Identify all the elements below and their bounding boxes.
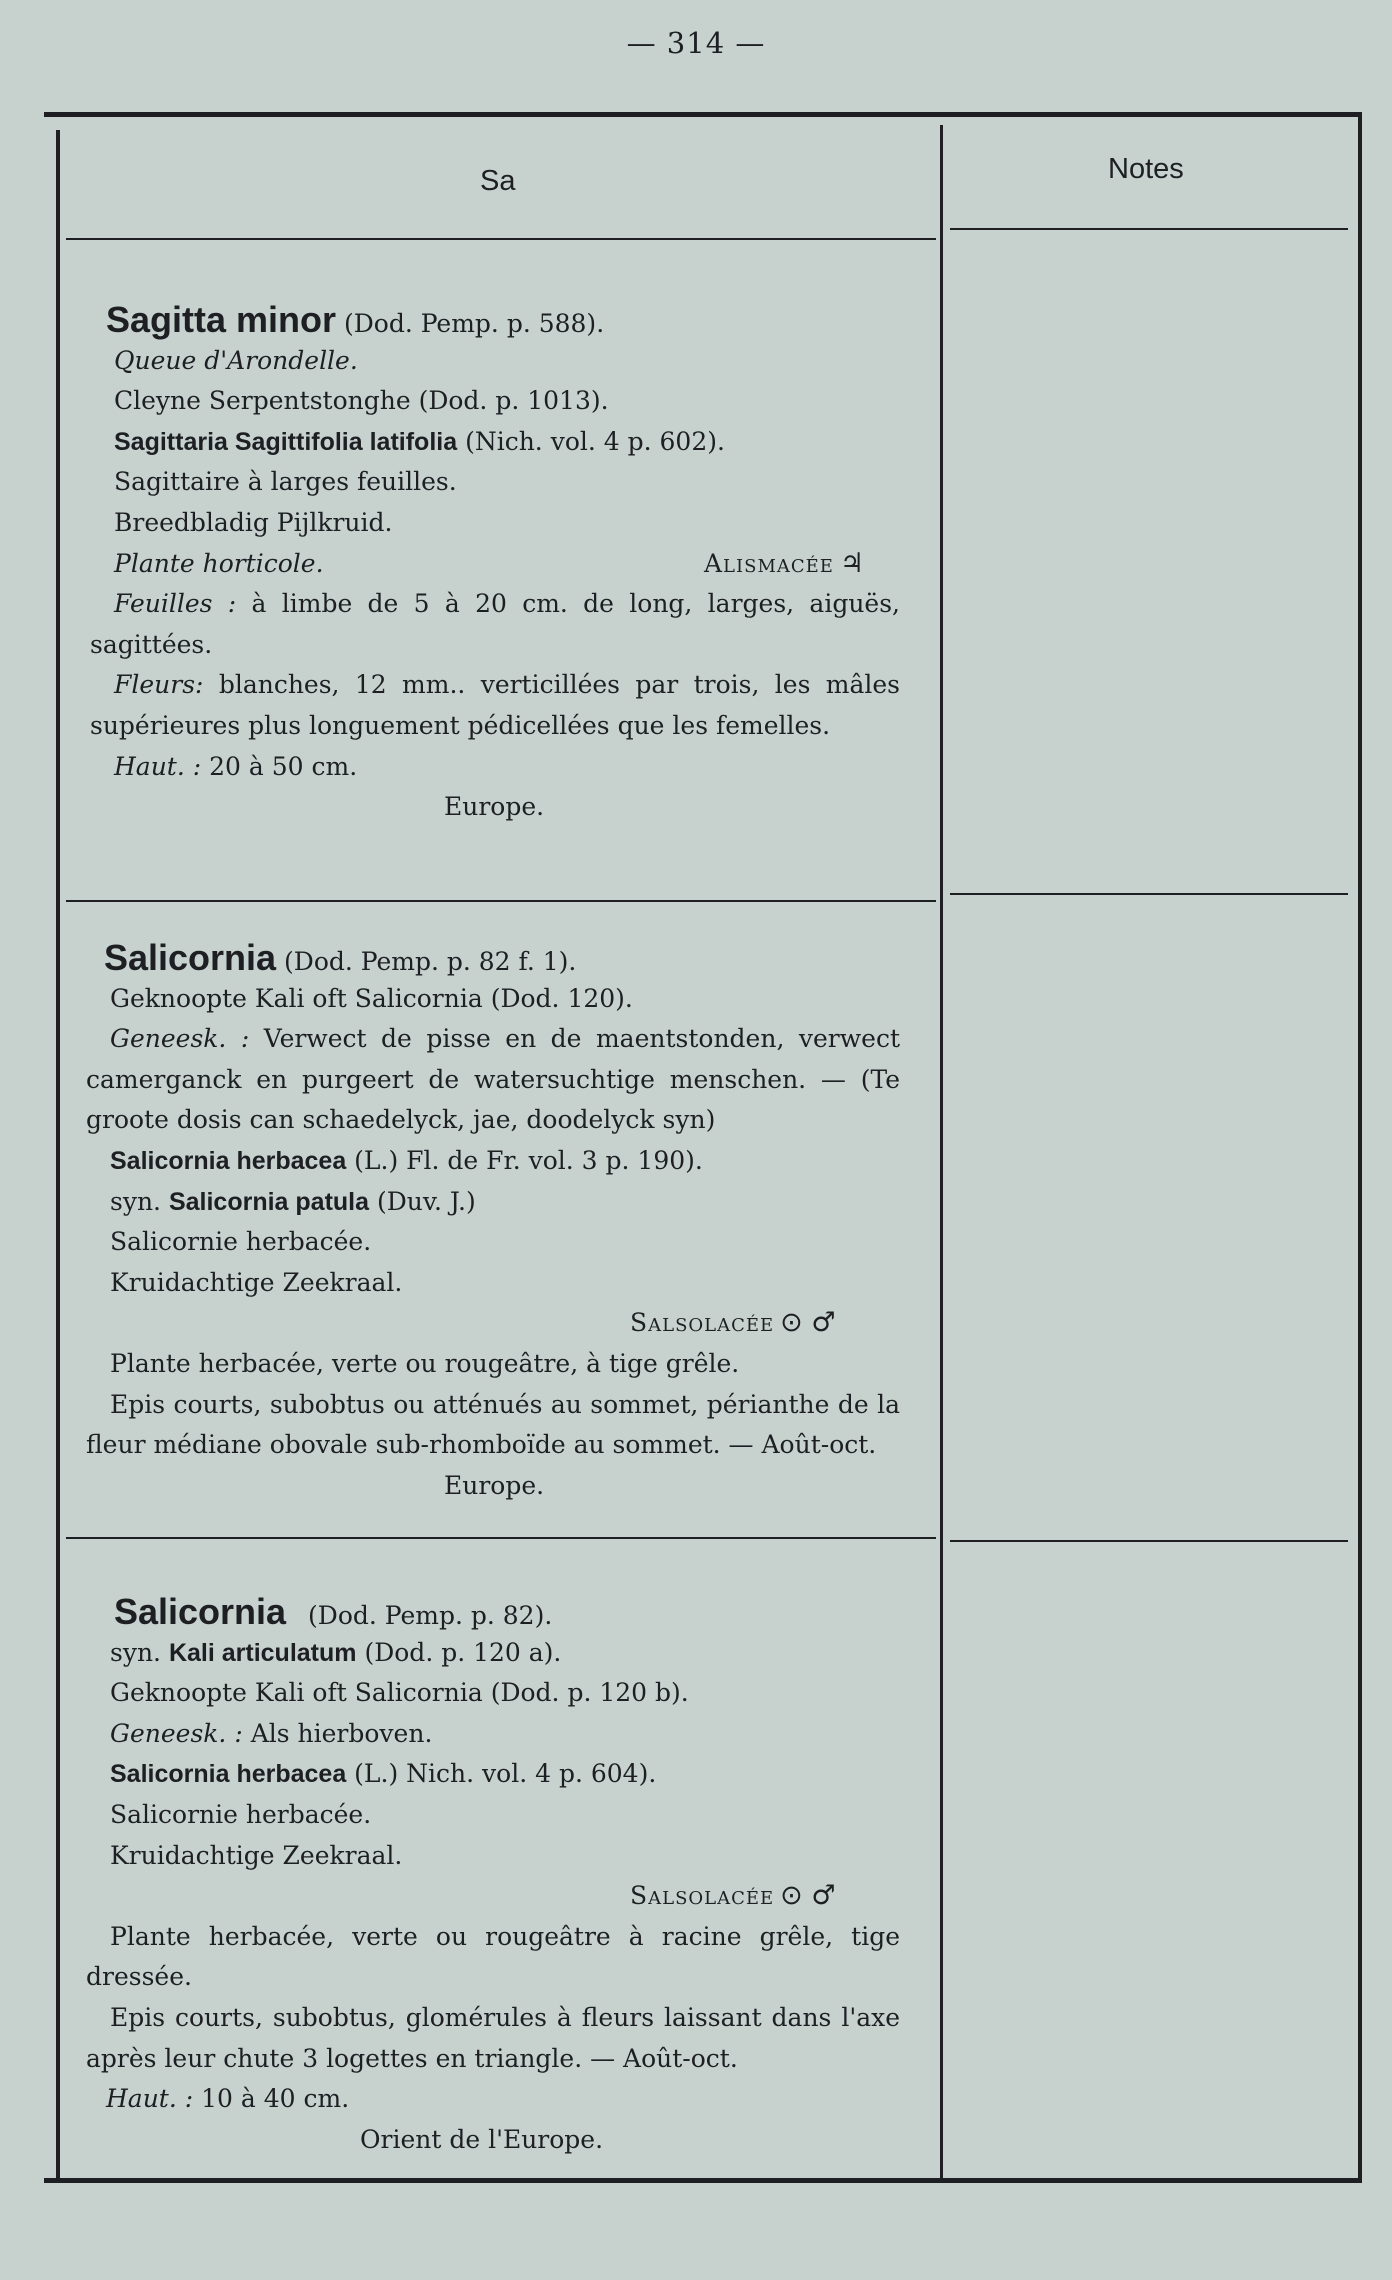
- synonym-name: Salicornia herbacea: [110, 1760, 347, 1789]
- text: Orient de l'Europe.: [360, 2124, 604, 2154]
- text: Als hierboven.: [242, 1718, 433, 1748]
- entry-salicornia-1: [86, 937, 934, 1506]
- synonym-name: Sagittaria Sagittifolia latifolia: [114, 427, 458, 456]
- species-name: Salicornia: [104, 937, 277, 978]
- synonym-reference: (L.) Fl. de Fr. vol. 3 p. 190).: [346, 1145, 703, 1175]
- habit-family-line: [114, 544, 934, 585]
- entry-separator-right: [950, 893, 1348, 895]
- page-number: — 314 —: [626, 26, 766, 60]
- flemish-name: [110, 1263, 934, 1304]
- text: Plante herbacée, verte ou rougeâtre à racine grêle, tige dressée.: [86, 1921, 900, 1992]
- distribution: [444, 787, 934, 828]
- family-block: [704, 544, 864, 585]
- flemish-name: [110, 1836, 934, 1877]
- family-block: [630, 1876, 836, 1917]
- family-name: Salsolacée: [630, 1308, 775, 1338]
- label: Geneesk. :: [110, 1024, 250, 1054]
- synonym-line-2: [110, 1754, 934, 1795]
- entry-separator-right: [950, 1540, 1348, 1542]
- label: Fleurs:: [114, 670, 204, 700]
- text: Breedbladig Pijlkruid.: [114, 507, 393, 537]
- label: Geneesk. :: [110, 1718, 243, 1748]
- french-name: [110, 1222, 934, 1263]
- text: Epis courts, subobtus, glomérules à fleurs laissant dans l'axe après leur chute 3 logettes en triangle. — Août-oct.: [86, 2002, 900, 2073]
- synonym-reference: (L.) Nich. vol. 4 p. 604).: [346, 1759, 657, 1789]
- synonym-line-2: [110, 1182, 934, 1223]
- right-column-header: Notes: [1108, 153, 1184, 185]
- entry-separator-left: [66, 1537, 936, 1539]
- flemish-common-name: [110, 979, 934, 1020]
- synonym-line: [110, 1141, 934, 1182]
- species-name: Sagitta minor: [106, 299, 337, 340]
- text: blanches, 12 mm.. verticillées par trois, les mâles supérieures plus longuement pédicellées que les femelles.: [90, 670, 900, 740]
- text: Cleyne Serpentstonghe (Dod. p. 1013).: [114, 386, 609, 416]
- description-2: [80, 1385, 900, 1466]
- habit-label: Plante horticole.: [114, 548, 324, 578]
- perennial-symbol-icon: ♃: [839, 547, 865, 579]
- family-line: [104, 1303, 934, 1344]
- medicinal-description: [80, 1019, 900, 1141]
- family-name: Salsolacée: [630, 1881, 775, 1911]
- text: 10 à 40 cm.: [193, 2084, 350, 2114]
- french-common-name: [114, 341, 934, 382]
- text: Geknoopte Kali oft Salicornia (Dod. p. 120 b).: [110, 1678, 689, 1708]
- header-separator-left: [66, 238, 936, 240]
- entry-heading: [114, 1592, 934, 1633]
- entry-heading: [106, 300, 934, 341]
- left-column-header: Sa: [480, 165, 516, 197]
- text: Verwect de pisse en de maentstonden, verwect camerganck en purgeert de watersuchtige menschen. — (Te groote dosis can schaedelyck, jae, doodelyck syn): [86, 1024, 900, 1135]
- reference: (Dod. Pemp. p. 82 f. 1).: [276, 947, 577, 976]
- synonym-reference: (Nich. vol. 4 p. 602).: [457, 426, 725, 456]
- description-1: [80, 1917, 900, 1998]
- species-name: Salicornia: [114, 1591, 287, 1632]
- text: Queue d'Arondelle.: [114, 345, 358, 375]
- text: Kruidachtige Zeekraal.: [110, 1267, 403, 1297]
- synonym-prefix: syn.: [110, 1637, 169, 1667]
- table-left-border: [56, 130, 60, 2182]
- synonym-name: Kali articulatum: [168, 1638, 357, 1667]
- text: 20 à 50 cm.: [201, 751, 358, 781]
- table-column-divider: [940, 125, 943, 2182]
- distribution: [444, 1466, 934, 1507]
- synonym-name: Salicornia herbacea: [110, 1146, 347, 1175]
- text: Kruidachtige Zeekraal.: [110, 1840, 403, 1870]
- french-name: [110, 1795, 934, 1836]
- entry-sagitta-minor: [90, 299, 934, 828]
- distribution: [360, 2120, 934, 2161]
- family-line: [104, 1876, 934, 1917]
- entry-heading: [104, 938, 934, 979]
- synonym-line: [110, 1633, 934, 1674]
- annual-male-symbol-icon: ⊙ ♂: [780, 1307, 836, 1339]
- text: Epis courts, subobtus ou atténués au sommet, périanthe de la fleur médiane obovale sub-rhomboïde au sommet. — Août-oct.: [86, 1389, 900, 1460]
- leaves-description: [80, 584, 900, 665]
- label: Haut. :: [106, 2084, 194, 2114]
- annual-male-symbol-icon: ⊙ ♂: [780, 1880, 836, 1912]
- flemish-common-name: [110, 1673, 934, 1714]
- text: Salicornie herbacée.: [110, 1227, 372, 1257]
- table-right-border: [1358, 112, 1362, 2182]
- french-name: [114, 462, 934, 503]
- height-line: [114, 747, 934, 788]
- entry-salicornia-2: [86, 1591, 934, 2160]
- text: à limbe de 5 à 20 cm. de long, larges, aiguës, sagittées.: [90, 589, 900, 659]
- family-block: [630, 1303, 836, 1344]
- synonym-prefix: syn.: [110, 1186, 169, 1216]
- description-2: [80, 1998, 900, 2079]
- flemish-common-name: [114, 381, 934, 422]
- text: Europe.: [444, 792, 545, 822]
- header-separator-right: [950, 228, 1348, 230]
- text: Sagittaire à larges feuilles.: [114, 467, 457, 497]
- family-name: Alismacée: [704, 548, 834, 578]
- medicinal-line: [110, 1714, 934, 1755]
- synonym-name: Salicornia patula: [168, 1187, 370, 1216]
- reference: (Dod. Pemp. p. 82).: [300, 1601, 553, 1630]
- table-top-border: [44, 112, 1362, 117]
- label: Haut. :: [114, 751, 202, 781]
- flowers-description: [80, 665, 900, 746]
- label: Feuilles :: [114, 589, 237, 619]
- table-bottom-border: [44, 2178, 1362, 2183]
- text: Salicornie herbacée.: [110, 1799, 372, 1829]
- height-line: [106, 2079, 934, 2120]
- synonym-line: [114, 422, 934, 463]
- text: Plante herbacée, verte ou rougeâtre, à tige grêle.: [110, 1348, 740, 1378]
- synonym-reference: (Duv. J.): [369, 1186, 476, 1216]
- entry-separator-left: [66, 900, 936, 902]
- text: Geknoopte Kali oft Salicornia (Dod. 120).: [110, 983, 633, 1013]
- text: Europe.: [444, 1470, 545, 1500]
- description-1: [110, 1344, 934, 1385]
- flemish-name: [114, 503, 934, 544]
- synonym-reference: (Dod. p. 120 a).: [356, 1637, 562, 1667]
- reference: (Dod. Pemp. p. 588).: [336, 309, 605, 338]
